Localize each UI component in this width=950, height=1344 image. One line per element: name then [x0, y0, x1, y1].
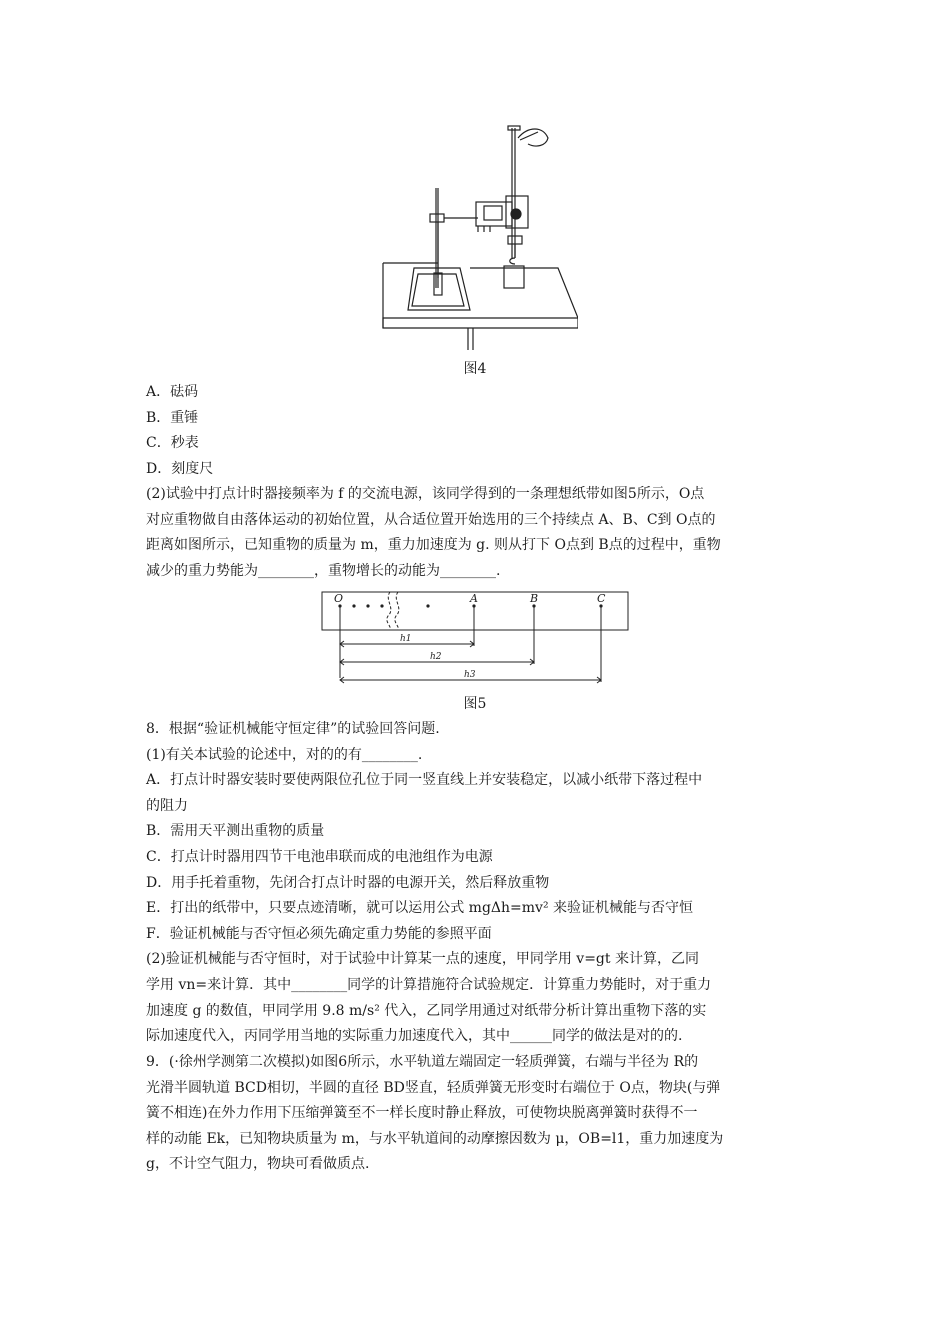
- point-label-b: B: [530, 592, 539, 605]
- q8-line: (2)验证机械能与否守恒时，对于试验中计算某一点的速度，甲同学用 v=gt 来计算，乙同: [146, 951, 699, 968]
- figure-4-caption: 图4: [463, 361, 487, 377]
- q9-line: 样的动能 Ek，已知物块质量为 m，与水平轨道间的动摩擦因数为 μ，OB=l1，重力加速度为: [146, 1130, 724, 1147]
- q7-part2-line: 减少的重力势能为________，重物增长的动能为________.: [146, 562, 501, 579]
- point-label-c: C: [597, 592, 606, 605]
- q8: [146, 717, 816, 1050]
- q9: [146, 1050, 816, 1178]
- q7-part2-line: (2)试验中打点计时器接频率为 f 的交流电源，该同学得到的一条理想纸带如图5所示，O点: [146, 486, 705, 502]
- q8-line: (1)有关本试验的论述中，对的的有________.: [146, 746, 423, 763]
- q8-line: 学用 vn=来计算．其中________同学的计算措施符合试验规定．计算重力势能时，对于重力: [146, 976, 712, 993]
- figure-5-caption: 图5: [463, 696, 487, 712]
- option-c: C．秒表: [146, 435, 199, 452]
- q7-options: [146, 380, 816, 482]
- q8-line: B．需用天平测出重物的质量: [146, 823, 325, 840]
- figure-4-apparatus: [378, 118, 578, 350]
- option-a: A．砝码: [146, 384, 199, 400]
- q8-line: 8．根据“验证机械能守恒定律”的试验回答问题.: [146, 721, 440, 737]
- option-d: D．刻度尺: [146, 460, 214, 477]
- point-label-o: O: [334, 592, 344, 605]
- q8-line: E．打出的纸带中，只要点迹清晰，就可以运用公式 mgΔh=mv² 来验证机械能与否守恒: [146, 900, 694, 917]
- distance-label-h3: h3: [464, 670, 476, 680]
- point-label-a: A: [470, 592, 478, 605]
- q9-line: 簧不相连)在外力作用下压缩弹簧至不一样长度时静止释放，可使物块脱离弹簧时获得不一: [146, 1105, 698, 1122]
- q9-line: 9．(·徐州学测第二次模拟)如图6所示，水平轨道左端固定一轻质弹簧，右端与半径为 R的: [146, 1054, 699, 1070]
- q9-line: g，不计空气阻力，物块可看做质点.: [146, 1156, 370, 1173]
- q8-line: A．打点计时器安装时要使两限位孔位于同一竖直线上并安装稳定，以减小纸带下落过程中: [146, 772, 703, 789]
- q8-line: F．验证机械能与否守恒必须先确定重力势能的参照平面: [146, 925, 492, 942]
- distance-label-h2: h2: [430, 652, 442, 662]
- q8-line: 的阻力: [146, 797, 188, 814]
- q8-line: C．打点计时器用四节干电池串联而成的电池组作为电源: [146, 848, 493, 865]
- q7-part2-line: 对应重物做自由落体运动的初始位置，从合适位置开始选用的三个持续点 A、B、C到 O点的: [146, 511, 716, 528]
- q8-line: D．用手托着重物，先闭合打点计时器的电源开关，然后释放重物: [146, 874, 550, 891]
- option-b: B．重锤: [146, 409, 199, 426]
- distance-label-h1: h1: [400, 634, 412, 644]
- q7-part2-line: 距离如图所示，已知重物的质量为 m，重力加速度为 g. 则从打下 O点到 B点的过程中，重物: [146, 537, 721, 554]
- q8-line: 际加速度代入，丙同学用当地的实际重力加速度代入，其中______同学的做法是对的的.: [146, 1028, 683, 1045]
- q9-line: 光滑半圆轨道 BCD相切，半圆的直径 BD竖直，轻质弹簧无形变时右端位于 O点，物块(与弹: [146, 1079, 721, 1096]
- figure-5-paper-tape: [318, 588, 634, 688]
- q7-part2: [146, 482, 816, 584]
- q8-line: 加速度 g 的数值，甲同学用 9.8 m/s² 代入，乙同学用通过对纸带分析计算出重物下落的实: [146, 1002, 707, 1019]
